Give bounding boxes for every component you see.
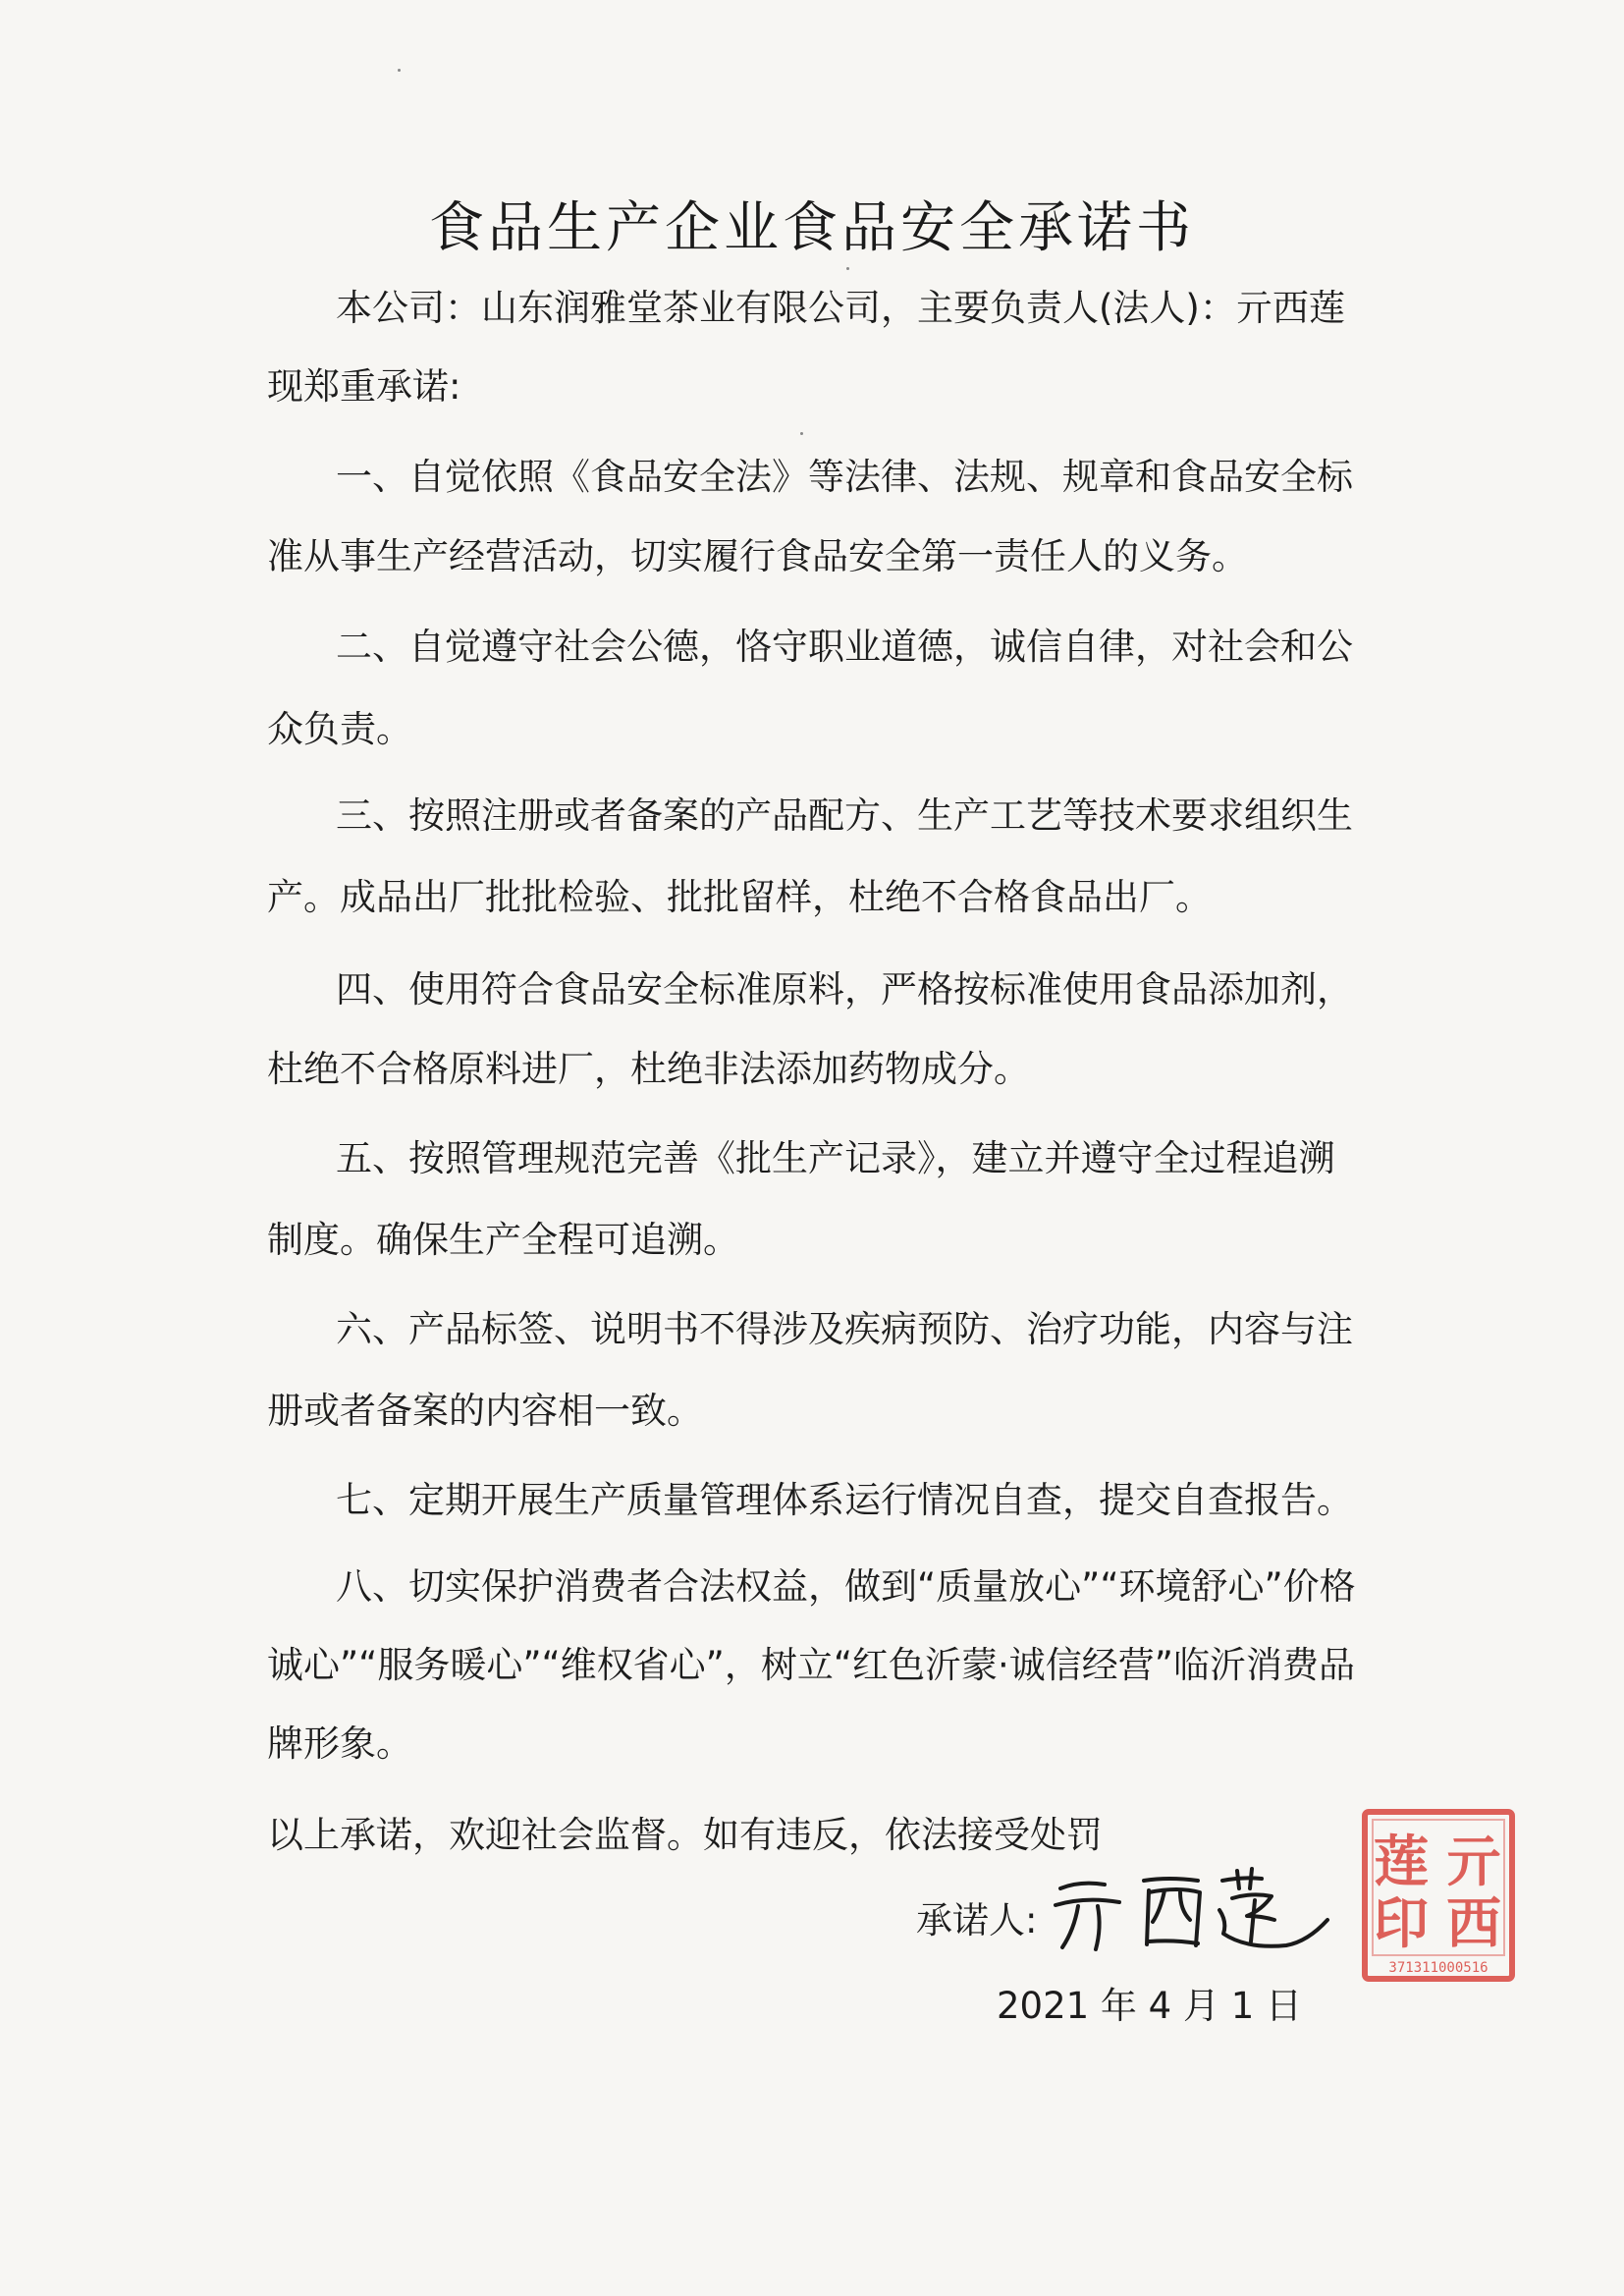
intro-line-1: 本公司：山东润雅堂茶业有限公司，主要负责人(法人)：亓西莲 bbox=[336, 287, 1345, 329]
item-6-line-2: 册或者备案的内容相一致。 bbox=[267, 1390, 703, 1432]
svg-text:亓: 亓 bbox=[1446, 1831, 1501, 1894]
item-7-line-1: 七、定期开展生产质量管理体系运行情况自查，提交自查报告。 bbox=[336, 1479, 1353, 1521]
intro-line-2: 现郑重承诺: bbox=[267, 365, 461, 408]
red-seal-stamp bbox=[1360, 1807, 1517, 1989]
item-4-line-2: 杜绝不合格原料进厂，杜绝非法添加药物成分。 bbox=[267, 1048, 1030, 1090]
svg-text:371311000516: 371311000516 bbox=[1388, 1960, 1489, 1976]
handwritten-signature bbox=[1051, 1851, 1335, 1959]
item-1-line-1: 一、自觉依照《食品安全法》等法律、法规、规章和食品安全标 bbox=[336, 456, 1353, 498]
item-4-line-1: 四、使用符合食品安全标准原料，严格按标准使用食品添加剂， bbox=[336, 968, 1353, 1011]
signer-label: 承诺人: bbox=[916, 1899, 1038, 1941]
document-title: 食品生产企业食品安全承诺书 bbox=[429, 196, 1195, 260]
item-8-line-3: 牌形象。 bbox=[267, 1722, 412, 1765]
item-1-line-2: 准从事生产经营活动，切实履行食品安全第一责任人的义务。 bbox=[267, 535, 1248, 577]
scan-speck bbox=[398, 69, 401, 72]
svg-text:西: 西 bbox=[1446, 1892, 1501, 1956]
date: 2021 年 4 月 1 日 bbox=[997, 1985, 1303, 2027]
item-8-line-1: 八、切实保护消费者合法权益，做到“质量放心”“环境舒心”价格 bbox=[336, 1565, 1356, 1608]
item-3-line-1: 三、按照注册或者备案的产品配方、生产工艺等技术要求组织生 bbox=[336, 794, 1353, 837]
scan-speck bbox=[800, 432, 803, 435]
svg-text:莲: 莲 bbox=[1374, 1831, 1429, 1894]
svg-text:印: 印 bbox=[1374, 1892, 1429, 1956]
item-5-line-2: 制度。确保生产全程可追溯。 bbox=[267, 1219, 739, 1261]
scan-speck bbox=[846, 267, 849, 270]
item-3-line-2: 产。成品出厂批批检验、批批留样，杜绝不合格食品出厂。 bbox=[267, 876, 1212, 918]
closing-statement: 以上承诺，欢迎社会监督。如有违反，依法接受处罚 bbox=[267, 1814, 1103, 1856]
item-2-line-1: 二、自觉遵守社会公德，恪守职业道德，诚信自律，对社会和公 bbox=[336, 626, 1353, 668]
item-6-line-1: 六、产品标签、说明书不得涉及疾病预防、治疗功能，内容与注 bbox=[336, 1308, 1353, 1350]
item-2-line-2: 众负责。 bbox=[267, 708, 412, 750]
item-5-line-1: 五、按照管理规范完善《批生产记录》，建立并遵守全过程追溯 bbox=[336, 1137, 1335, 1179]
item-8-line-2: 诚心”“服务暖心”“维权省心”，树立“红色沂蒙·诚信经营”临沂消费品 bbox=[267, 1644, 1355, 1686]
